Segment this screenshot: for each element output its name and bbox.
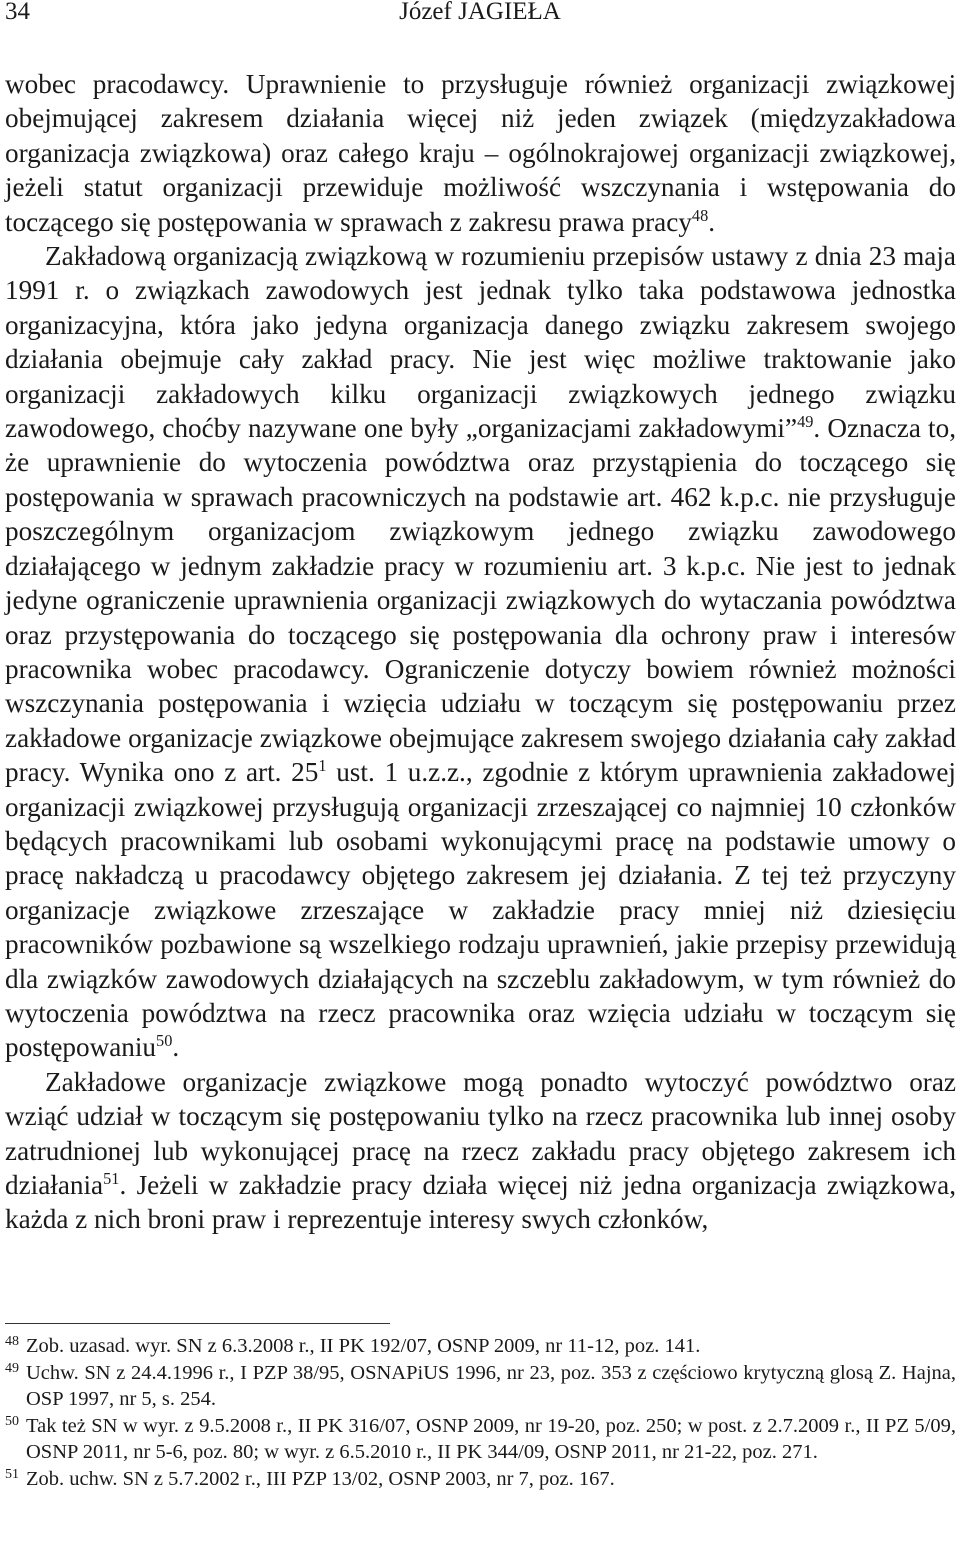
footnote-number: 48 bbox=[5, 1334, 19, 1349]
body-text bbox=[5, 67, 956, 1237]
footnotes bbox=[5, 1333, 956, 1492]
footnote-text: Zob. uchw. SN z 5.7.2002 r., III PZP 13/02, OSNP 2003, nr 7, poz. 167. bbox=[26, 1467, 615, 1490]
footnote bbox=[5, 1413, 956, 1466]
footnote-separator bbox=[5, 1323, 390, 1324]
footnote-number: 51 bbox=[5, 1466, 19, 1482]
paragraph-text: wobec pracodawcy. Uprawnienie to przysługuje również organizacji związkowej obejmującej zakresem działania więcej niż jeden związek (międzyzakładowa organizacja związkowa) oraz całego kraju – ogólnokrajowej organizacji związkowej, jeżeli statut organizacji przewiduje możliwość wszczynania i wstępowania do toczącego się postępowania w sprawach z zakresu prawa pracy bbox=[5, 69, 956, 237]
footnote bbox=[5, 1360, 956, 1413]
footnote-text: Uchw. SN z 24.4.1996 r., I PZP 38/95, OSNAPiUS 1996, nr 23, poz. 353 z częściowo krytyczną glosą Z. Hajna, OSP 1997, nr 5, s. 254. bbox=[26, 1361, 956, 1410]
page-header bbox=[0, 0, 960, 30]
paragraph bbox=[5, 239, 956, 1065]
footnote-number: 49 bbox=[5, 1360, 19, 1376]
running-head: Józef JAGIEŁA bbox=[399, 0, 561, 25]
paragraph bbox=[5, 67, 956, 239]
footnote-reference: 48 bbox=[691, 205, 709, 225]
footnote-number: 50 bbox=[5, 1413, 19, 1429]
paragraph-text: Zakładową organizacją związkową w rozumieniu przepisów ustawy z dnia 23 maja 1991 r. o związkach zawodowych jest jednak tylko taka podstawowa jednostka organizacyjna, która jako jedyna organizacja danego związku zakresem swojego działania obejmuje cały zakład pracy. Nie jest więc możliwe traktowanie jako organizacji zakładowych kilku organizacji związkowych jednego związku zawodowego, choćby nazywane one były „organizacjami zakładowymi” bbox=[5, 241, 956, 444]
footnote-text: Zob. uzasad. wyr. SN z 6.3.2008 r., II PK 192/07, OSNP 2009, nr 11-12, poz. 141. bbox=[26, 1335, 701, 1357]
paragraph-text: ust. 1 u.z.z., zgodnie z którym uprawnienia zakładowej organizacji związkowej przysługują organizacji zrzeszającej co najmniej 10 członków będących pracownikami lub osobami wykonującymi pracę na podstawie umowy o pracę nakładczą u pracodawcy objętego zakresem jej działania. Z tej też przyczyny organizacje związkowe zrzeszające w zakładzie pracy mniej niż dziesięciu pracowników pozbawione są wszelkiego rodzaju uprawnień, jakie przepisy przewidują dla związków zawodowych działających na szczeblu zakładowym, w tym również do wytoczenia powództwa na rzecz pracownika oraz wzięcia udziału w toczącym się postępowaniu bbox=[5, 757, 956, 1063]
paragraph-text: . bbox=[172, 1032, 180, 1063]
footnote bbox=[5, 1466, 956, 1493]
paragraph-text: . Jeżeli w zakładzie pracy działa więcej niż jedna organizacja związkowa, każda z nich broni praw i reprezentuje interesy swych członków, bbox=[5, 1170, 956, 1235]
footnote bbox=[5, 1333, 956, 1360]
footnote-text: Tak też SN w wyr. z 9.5.2008 r., II PK 316/07, OSNP 2009, nr 19-20, poz. 250; w post. z 2.7.2009 r., II PZ 5/09, OSNP 2011, nr 5-6, poz. 80; w wyr. z 6.5.2010 r., II PK 344/09, OSNP 2011, nr 21-22, poz. 271. bbox=[26, 1414, 956, 1463]
paragraph-text: Zakładowe organizacje związkowe mogą ponadto wytoczyć powództwo oraz wziąć udział w toczącym się postępowaniu tylko na rzecz pracownika lub innej osoby zatrudnionej lub wykonującej pracę na rzecz zakładu pracy objętego zakresem ich działania bbox=[5, 1066, 956, 1200]
footnote-reference: 51 bbox=[103, 1168, 120, 1188]
footnote-reference: 50 bbox=[156, 1031, 173, 1051]
paragraph-text: . Oznacza to, że uprawnienie do wytoczenia powództwa oraz przystąpienia do toczącego się postępowania w sprawach pracowniczych na podstawie art. 462 k.p.c. nie przysługuje poszczególnym organizacjom związkowym jednego związku zawodowego działającego w jednym zakładzie pracy w rozumieniu art. 3 k.p.c. Nie jest to jednak jedyne ograniczenie uprawnienia organizacji związkowych do wytaczania powództwa oraz przystępowania do toczącego się postępowania dla ochrony praw i interesów pracownika wobec pracodawcy. Ograniczenie dotyczy bowiem również możności wszczynania postępowania i wzięcia udziału w toczącym się postępowaniu przez zakładowe organizacje związkowe obejmujące zakresem swojego działania cały zakład pracy. Wynika ono z art. 25 bbox=[5, 413, 956, 788]
paragraph-text: . bbox=[708, 206, 716, 237]
page-number: 34 bbox=[5, 0, 30, 25]
footnote-reference: 49 bbox=[797, 412, 814, 431]
paragraph bbox=[5, 1065, 956, 1237]
footnote-reference: 1 bbox=[318, 756, 327, 776]
